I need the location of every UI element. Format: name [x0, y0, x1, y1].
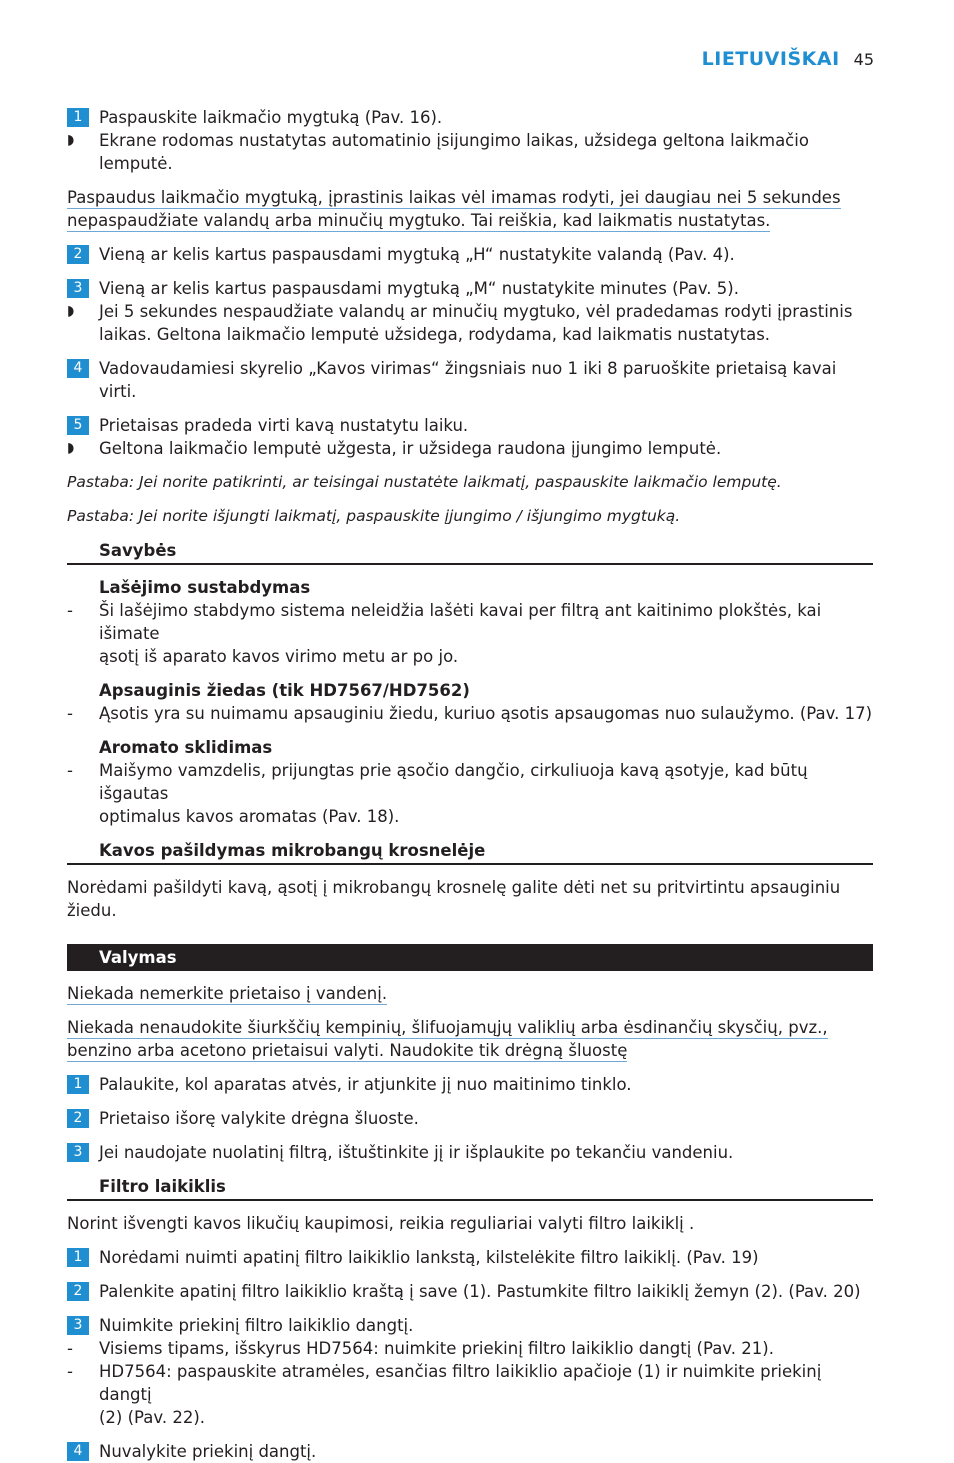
step-number: 5	[67, 416, 89, 435]
step-text: Vadovaudamiesi skyrelio „Kavos virimas“ žingsniais nuo 1 iki 8 paruoškite prietaisą kavai virti.	[99, 359, 837, 401]
page-content	[67, 106, 873, 1463]
filter-step-2	[67, 1280, 873, 1303]
aroma-item	[67, 759, 873, 828]
page-header	[702, 48, 874, 70]
step-text: Palenkite apatinį filtro laikiklio kraštą į save (1). Pastumkite filtro laikiklį žemyn (2). (Pav. 20)	[99, 1282, 861, 1301]
dash-bullet: -	[67, 601, 73, 620]
step-text: Prietaiso išorę valykite drėgna šluoste.	[99, 1109, 419, 1128]
microwave-text: Norėdami pašildyti kavą, ąsotį į mikrobangų krosnelę galite dėti net su pritvirtintu apsauginiu žiedu.	[67, 878, 841, 920]
warning-line: Paspaudus laikmačio mygtuką, įprastinis laikas vėl imamas rodyti, jei daugiau nei 5 sekundes	[67, 188, 841, 207]
section-heading-filter-holder: Filtro laikiklis	[67, 1175, 873, 1201]
timer-step-2	[67, 243, 873, 266]
step-number: 2	[67, 1282, 89, 1301]
dash-bullet: -	[67, 761, 73, 780]
step-number: 3	[67, 279, 89, 298]
bullet-text: Ekrane rodomas nustatytas automatinio įsijungimo laikas, užsidega geltona laikmačio lemputė.	[99, 131, 809, 173]
step-text: Norėdami nuimti apatinį filtro laikiklio lankstą, kilstelėkite filtro laikiklį. (Pav. 19)	[99, 1248, 759, 1267]
step-text: Paspauskite laikmačio mygtuką (Pav. 16).	[99, 108, 443, 127]
dash-bullet: -	[67, 704, 73, 723]
timer-step-3	[67, 277, 873, 300]
timer-bullet-5	[67, 437, 873, 460]
drip-stop-item	[67, 599, 873, 668]
warning-line: Niekada nenaudokite šiurkščių kempinių, šlifuojamųjų valiklių arba ėsdinančių skysčių, pvz.,	[67, 1018, 828, 1037]
step-number: 1	[67, 1075, 89, 1094]
cleaning-step-2	[67, 1107, 873, 1130]
subheading-aroma: Aromato sklidimas	[99, 738, 273, 757]
filter-intro: Norint išvengti kavos likučių kaupimosi, reikia reguliariai valyti filtro laikiklį .	[67, 1214, 695, 1233]
timer-bullet-3	[67, 300, 873, 346]
step-text: Nuvalykite priekinį dangtį.	[99, 1442, 317, 1461]
triangle-bullet-icon: ◗	[67, 440, 75, 456]
step-number: 2	[67, 1109, 89, 1128]
item-text: Ąsotis yra su nuimamu apsauginiu žiedu, kuriuo ąsotis apsaugomas nuo sulaužymo. (Pav. 17)	[99, 704, 873, 723]
triangle-bullet-icon: ◗	[67, 132, 75, 148]
section-heading-microwave: Kavos pašildymas mikrobangų krosnelėje	[67, 839, 873, 865]
step-text: Prietaisas pradeda virti kavą nustatytu laiku.	[99, 416, 469, 435]
filter-step-4	[67, 1440, 873, 1463]
step-text: Nuimkite priekinį filtro laikiklio dangtį.	[99, 1316, 414, 1335]
timer-step-1	[67, 106, 873, 129]
safety-ring-item	[67, 702, 873, 725]
warning-line: Niekada nemerkite prietaiso į vandenį.	[67, 984, 388, 1003]
cleaning-step-1	[67, 1073, 873, 1096]
item-text: Visiems tipams, išskyrus HD7564: nuimkite priekinį filtro laikiklio dangtį (Pav. 21).	[99, 1339, 774, 1358]
dash-bullet: -	[67, 1339, 73, 1358]
item-text: HD7564: paspauskite atramėles, esančias filtro laikiklio apačioje (1) ir nuimkite priekinį dangtį (2) (Pav. 22).	[99, 1362, 822, 1427]
bullet-text: Geltona laikmačio lemputė užgesta, ir užsidega raudona įjungimo lemputė.	[99, 439, 722, 458]
step-text: Vieną ar kelis kartus paspausdami mygtuką „M“ nustatykite minutes (Pav. 5).	[99, 279, 739, 298]
page-number: 45	[853, 50, 874, 69]
subheading-drip-stop: Lašėjimo sustabdymas	[99, 578, 311, 597]
filter-dash-1	[67, 1337, 873, 1360]
item-text: Maišymo vamzdelis, prijungtas prie ąsočio dangčio, cirkuliuoja kavą ąsotyje, kad būtų išgautas optimalus kavos aromatas (Pav. 18).	[99, 761, 808, 826]
step-number: 1	[67, 108, 89, 127]
step-number: 3	[67, 1316, 89, 1335]
section-heading-features: Savybės	[67, 539, 873, 565]
step-number: 4	[67, 1442, 89, 1461]
step-number: 1	[67, 1248, 89, 1267]
language-title: LIETUVIŠKAI	[701, 48, 840, 70]
timer-step-4	[67, 357, 873, 403]
step-text: Palaukite, kol aparatas atvės, ir atjunkite jį nuo maitinimo tinklo.	[99, 1075, 632, 1094]
item-text: Ši lašėjimo stabdymo sistema neleidžia lašėti kavai per filtrą ant kaitinimo plokštės, kai išimate ąsotį iš aparato kavos virimo metu ar po jo.	[99, 601, 822, 666]
filter-step-3	[67, 1314, 873, 1337]
step-number: 2	[67, 245, 89, 264]
cleaning-warning-2	[67, 1016, 873, 1062]
step-text: Jei naudojate nuolatinį filtrą, ištuštinkite jį ir išplaukite po tekančiu vandeniu.	[99, 1143, 734, 1162]
step-number: 3	[67, 1143, 89, 1162]
timer-step-5	[67, 414, 873, 437]
warning-line: benzino arba acetono prietaisui valyti. Naudokite tik drėgną šluostę	[67, 1041, 628, 1060]
cleaning-step-3	[67, 1141, 873, 1164]
note: Pastaba: Jei norite patikrinti, ar teisingai nustatėte laikmatį, paspauskite laikmačio lemputę.	[67, 473, 782, 491]
filter-dash-2	[67, 1360, 873, 1429]
note: Pastaba: Jei norite išjungti laikmatį, paspauskite įjungimo / išjungimo mygtuką.	[67, 507, 681, 525]
filter-step-1	[67, 1246, 873, 1269]
subheading-safety-ring: Apsauginis žiedas (tik HD7567/HD7562)	[99, 681, 470, 700]
step-number: 4	[67, 359, 89, 378]
dash-bullet: -	[67, 1362, 73, 1381]
timer-bullet-1	[67, 129, 873, 175]
warning-line: nepaspaudžiate valandų arba minučių mygtuko. Tai reiškia, kad laikmatis nustatytas.	[67, 211, 771, 230]
section-heading-cleaning: Valymas	[67, 944, 873, 971]
timer-warning	[67, 186, 873, 232]
cleaning-warning-1	[67, 982, 873, 1005]
step-text: Vieną ar kelis kartus paspausdami mygtuką „H“ nustatykite valandą (Pav. 4).	[99, 245, 735, 264]
triangle-bullet-icon: ◗	[67, 303, 75, 319]
bullet-text: Jei 5 sekundes nespaudžiate valandų ar minučių mygtuko, vėl pradedamas rodyti įprastinis laikas. Geltona laikmačio lemputė užsidega, rodydama, kad laikmatis nustatytas.	[99, 302, 853, 344]
